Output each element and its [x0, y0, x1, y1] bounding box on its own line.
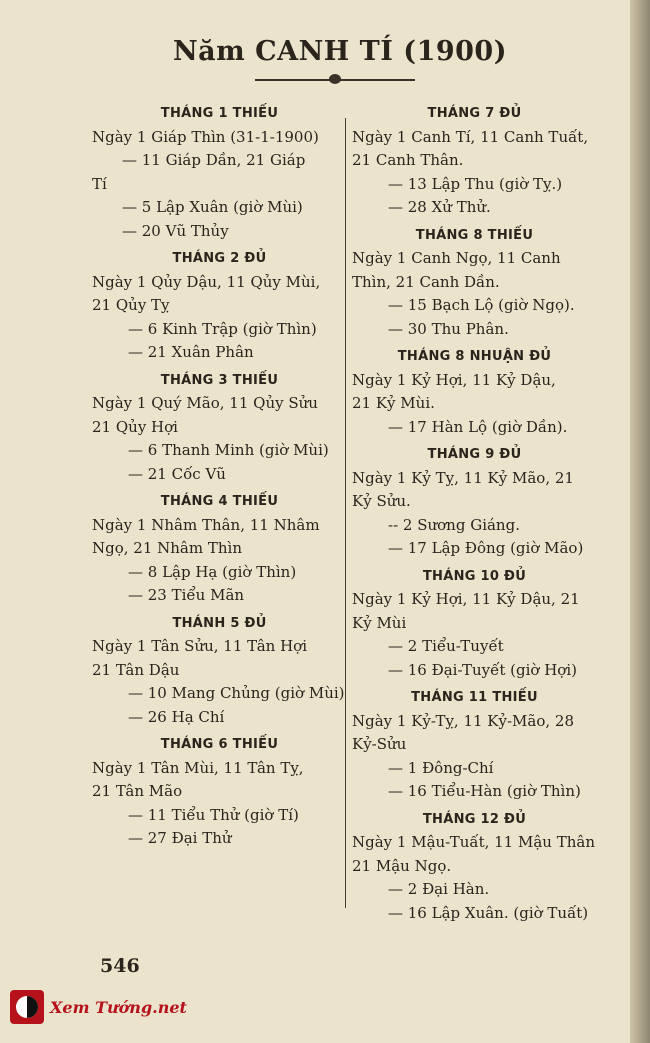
month-heading: THÁNG 9 ĐỦ	[427, 447, 522, 462]
entry-line: — 21 Cốc Vũ	[128, 464, 226, 483]
month-heading: THÁNG 8 THIẾU	[415, 227, 534, 243]
entry-line: Ngày 1 Mậu-Tuất, 11 Mậu Thân	[352, 833, 595, 851]
entry-line: — 2 Đại Hàn.	[388, 880, 490, 898]
entry-line: 21 Canh Thân.	[352, 151, 464, 169]
entry-line: 21 Qủy Tỵ	[92, 296, 170, 314]
entry-line: Ngày 1 Quý Mão, 11 Qủy Sửu	[92, 394, 318, 412]
entry-line: — 11 Tiểu Thử (giờ Tí)	[128, 805, 299, 824]
entry-line: -- 2 Sương Giáng.	[388, 515, 520, 534]
entry-line: — 16 Lập Xuân. (giờ Tuất)	[388, 903, 589, 922]
entry-line: Tí	[92, 174, 107, 193]
entry-line: — 6 Thanh Minh (giờ Mùi)	[128, 441, 329, 459]
entry-line: 21 Tân Mão	[92, 782, 183, 800]
entry-line: Ngày 1 Kỷ Tỵ, 11 Kỷ Mão, 21	[352, 468, 574, 487]
entry-line: — 2 Tiểu-Tuyết	[388, 637, 504, 655]
entry-line: Kỷ Sửu.	[352, 492, 411, 510]
entry-line: Ngày 1 Qủy Dậu, 11 Qủy Mùi,	[92, 272, 321, 291]
month-heading: THÁNG 10 ĐỦ	[422, 568, 527, 584]
entry-line: Kỷ Mùi	[352, 613, 407, 632]
entry-line: — 10 Mang Chủng (giờ Mùi)	[128, 684, 345, 702]
entry-line: — 11 Giáp Dần, 21 Giáp	[122, 151, 306, 169]
entry-line: Ngày 1 Giáp Thìn (31-1-1900)	[92, 127, 319, 146]
page-edge	[630, 0, 650, 1043]
month-heading: THÁNG 7 ĐỦ	[427, 106, 522, 121]
entry-line: Kỷ-Sửu	[352, 735, 407, 753]
entry-line: — 8 Lập Hạ (giờ Thìn)	[128, 562, 297, 581]
entry-line: Ngày 1 Canh Tí, 11 Canh Tuất,	[352, 127, 589, 146]
entry-line: — 27 Đại Thử	[128, 829, 232, 847]
entry-line: — 23 Tiểu Mãn	[128, 586, 245, 604]
month-heading: THÁNH 5 ĐỦ	[172, 615, 267, 631]
entry-line: Ngày 1 Kỷ Hợi, 11 Kỷ Dậu,	[352, 370, 556, 389]
entry-line: — 28 Xử Thử.	[388, 198, 491, 216]
entry-line: 21 Kỷ Mùi.	[352, 394, 435, 412]
entry-line: — 1 Đông-Chí	[388, 758, 494, 777]
entry-line: Ngày 1 Nhâm Thân, 11 Nhâm	[92, 515, 320, 534]
entry-line: Ngọ, 21 Nhâm Thìn	[92, 539, 242, 557]
month-heading: THÁNG 3 THIẾU	[160, 372, 279, 388]
month-heading: THÁNG 8 NHUẬN ĐỦ	[397, 349, 552, 364]
entry-line: — 17 Hàn Lộ (giờ Dần).	[388, 417, 568, 436]
entry-line: Ngày 1 Kỷ Hợi, 11 Kỷ Dậu, 21	[352, 590, 580, 608]
month-heading: THÁNG 12 ĐỦ	[422, 811, 527, 827]
entry-line: Ngày 1 Tân Mùi, 11 Tân Tỵ,	[92, 758, 304, 777]
page-title: Năm CANH TÍ (1900)	[173, 36, 507, 67]
entry-line: — 16 Đại-Tuyết (giờ Hợi)	[388, 660, 577, 679]
entry-line: — 21 Xuân Phân	[128, 343, 254, 361]
entry-line: — 16 Tiểu-Hàn (giờ Thìn)	[388, 782, 581, 800]
entry-line: — 30 Thu Phân.	[388, 319, 509, 338]
entry-line: — 17 Lập Đông (giờ Mão)	[388, 539, 584, 557]
watermark-logo	[10, 990, 187, 1024]
right-column	[352, 98, 597, 925]
entry-line: Ngày 1 Canh Ngọ, 11 Canh	[352, 249, 561, 267]
entry-line: — 6 Kinh Trập (giờ Thìn)	[128, 319, 317, 338]
entry-line: — 20 Vũ Thủy	[122, 221, 229, 240]
month-heading: THÁNG 11 THIẾU	[411, 690, 538, 705]
entry-line: Ngày 1 Kỷ-Tỵ, 11 Kỷ-Mão, 28	[352, 711, 575, 730]
left-column	[92, 98, 347, 851]
yin-yang-icon	[10, 990, 44, 1024]
entry-line: Ngày 1 Tân Sửu, 11 Tân Hợi	[92, 637, 308, 655]
page-number: 546	[100, 955, 140, 977]
entry-line: — 13 Lập Thu (giờ Tỵ.)	[388, 174, 563, 193]
month-heading: THÁNG 4 THIẾU	[160, 494, 279, 509]
month-heading: THÁNG 2 ĐỦ	[172, 251, 267, 266]
month-heading: THÁNG 1 THIẾU	[160, 106, 279, 121]
month-heading: THÁNG 6 THIẾU	[160, 737, 279, 752]
entry-line: 21 Tân Dậu	[92, 660, 180, 679]
entry-line: — 26 Hạ Chí	[128, 707, 225, 726]
entry-line: 21 Mậu Ngọ.	[352, 856, 452, 875]
entry-line: — 5 Lập Xuân (giờ Mùi)	[122, 198, 303, 216]
watermark-text: Xem Tướng.net	[50, 997, 187, 1017]
title-ornament	[329, 74, 341, 84]
entry-line: 21 Qủy Hợi	[92, 417, 178, 436]
entry-line: — 15 Bạch Lộ (giờ Ngọ).	[388, 296, 575, 314]
entry-line: Thìn, 21 Canh Dần.	[352, 272, 500, 291]
